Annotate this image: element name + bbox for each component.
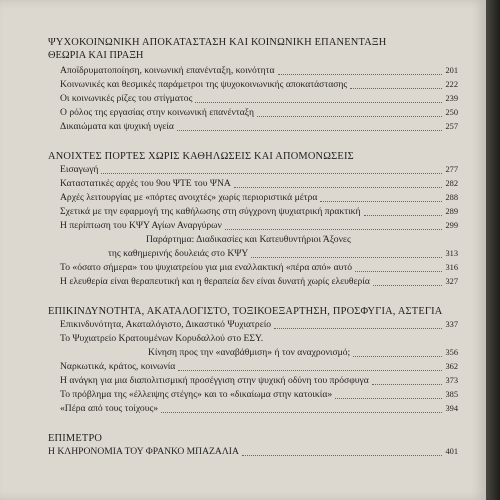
dot-leader: [177, 130, 443, 131]
toc-entry: [48, 205, 458, 219]
page-number: 362: [445, 362, 458, 371]
dot-leader: [278, 74, 443, 75]
toc-entry-first-line: [48, 233, 458, 247]
entry-title: Η ελευθερία είναι θεραπευτική και η θεραπεία δεν είναι δυνατή χωρίς ελευθερία: [60, 276, 370, 287]
page-number: 327: [445, 277, 458, 286]
page-number: 222: [445, 80, 458, 89]
toc-entry: [48, 163, 458, 177]
toc-entry: [48, 177, 458, 191]
entry-title: Το Ψυχιατρείο Κρατουμένων Κορυδαλλού στο ΕΣΥ.: [60, 333, 264, 344]
toc-section: [48, 36, 458, 134]
entry-title: Οι κοινωνικές ρίζες του στίγματος: [60, 93, 193, 104]
page-number: 239: [445, 94, 458, 103]
toc-entry: [48, 318, 458, 332]
entry-title: Το πρόβλημα της «έλλειψης στέγης» και το «δικαίωμα στην κατοικία»: [60, 389, 333, 400]
toc-entry: [48, 275, 458, 289]
entry-title: Το «όσατο σήμερα» του ψυχιατρείου για μια εναλλακτική «πέρα από» αυτό: [60, 262, 353, 273]
entry-title: Καταστατικές αρχές του 9ου ΨΤΕ του ΨΝΑ: [60, 178, 231, 189]
section-title: ΕΠΙΚΙΝΔΥΝΟΤΗΤΑ, ΑΚΑΤΑΛΟΓΙΣΤΟ, ΤΟΞΙΚΟΕΞΑΡΤΗΣΗ, ΠΡΟΣΦΥΓΙΑ, ΑΣΤΕΓΙΑ: [48, 306, 443, 317]
entry-title: Αρχές λειτουργίας με «πόρτες ανοιχτές» χωρίς περιοριστικά μέτρα: [60, 192, 318, 203]
entry-title: Η ΚΛΗΡΟΝΟΜΙΑ ΤΟΥ ΦΡΑΝΚΟ ΜΠΑΖΑΛΙΑ: [48, 446, 239, 457]
page-number: 289: [445, 207, 458, 216]
dot-leader: [161, 412, 442, 413]
entry-title: Ο ρόλος της εργασίας στην κοινωνική επανένταξη: [60, 107, 255, 118]
page-edge: [486, 0, 500, 500]
page-number: 299: [445, 221, 458, 230]
toc-entry: [48, 445, 458, 459]
dot-leader: [373, 285, 442, 286]
page-number: 356: [445, 348, 458, 357]
dot-leader: [178, 370, 442, 371]
dot-leader: [350, 88, 442, 89]
dot-leader: [335, 398, 442, 399]
toc-entry: [48, 106, 458, 120]
entry-title: Η περίπτωση του ΚΨΥ Αγίων Αναργύρων: [60, 220, 222, 231]
entry-title: Η ανάγκη για μια διαπολιτισμική προσέγγιση στην ψυχική οδύνη του πρόσφυγα: [60, 375, 369, 386]
entry-title: Σχετικά με την εφαρμογή της καθήλωσης στη σύγχρονη ψυχιατρική πρακτική: [60, 206, 361, 217]
toc-section: [48, 305, 458, 416]
entry-title: της καθημερινής δουλειάς στο ΚΨΥ: [108, 248, 249, 259]
toc-entry-first-line: [48, 332, 458, 346]
dot-leader: [242, 455, 443, 456]
dot-leader: [234, 187, 443, 188]
toc-section: [48, 432, 458, 459]
page-number: 250: [445, 108, 458, 117]
toc-entry: [48, 346, 458, 360]
section-title: ΕΠΙΜΕΤΡΟ: [48, 433, 103, 444]
toc-entry: [48, 374, 458, 388]
entry-title: Παράρτημα: Διαδικασίες και Κατευθυντήριοι Άξονες: [146, 234, 351, 245]
entry-title: «Πέρα από τους τοίχους»: [60, 403, 159, 414]
entry-title: Δικαιώματα και ψυχική υγεία: [60, 121, 174, 132]
entry-title: Κίνηση προς την «αναβάθμιση» ή τον αναχρονισμό;: [148, 347, 351, 358]
page-number: 337: [445, 320, 458, 329]
page-number: 385: [445, 390, 458, 399]
dot-leader: [251, 257, 442, 258]
toc-entry: [48, 261, 458, 275]
toc-entry: [48, 78, 458, 92]
entry-title: Ναρκωτικά, κράτος, κοινωνία: [60, 361, 176, 372]
dot-leader: [353, 356, 442, 357]
toc-entry: [48, 402, 458, 416]
dot-leader: [364, 215, 443, 216]
entry-title: Κοινωνικές και θεσμικές παράμετροι της ψυχοκοινωνικής αποκατάστασης: [60, 79, 348, 90]
section-subtitle: ΘΕΩΡΙΑ ΚΑΙ ΠΡΑΞΗ: [48, 50, 144, 61]
dot-leader: [225, 229, 443, 230]
toc-entry: [48, 64, 458, 78]
dot-leader: [257, 116, 442, 117]
toc-entry: [48, 388, 458, 402]
page-number: 401: [445, 447, 458, 456]
dot-leader: [372, 384, 443, 385]
entry-title: Αποϊδρυματοποίηση, κοινωνική επανένταξη, κοινότητα: [60, 65, 275, 76]
page-number: 201: [445, 66, 458, 75]
page-number: 288: [445, 193, 458, 202]
entry-title: Εισαγωγή: [60, 164, 99, 175]
dot-leader: [355, 271, 442, 272]
table-of-contents: [48, 36, 458, 475]
section-title: ΨΥΧΟΚΟΙΝΩΝΙΚΗ ΑΠΟΚΑΤΑΣΤΑΣΗ ΚΑΙ ΚΟΙΝΩΝΙΚΗ ΕΠΑΝΕΝΤΑΞΗ: [48, 37, 387, 48]
page-number: 282: [445, 179, 458, 188]
dot-leader: [195, 102, 442, 103]
toc-entry: [48, 360, 458, 374]
page-number: 313: [445, 249, 458, 258]
page-number: 257: [445, 122, 458, 131]
toc-section: [48, 150, 458, 289]
toc-entry: [48, 92, 458, 106]
toc-entry: [48, 191, 458, 205]
section-title: ΑΝΟΙΧΤΕΣ ΠΟΡΤΕΣ ΧΩΡΙΣ ΚΑΘΗΛΩΣΕΙΣ ΚΑΙ ΑΠΟΜΟΝΩΣΕΙΣ: [48, 151, 354, 162]
dot-leader: [320, 201, 442, 202]
dot-leader: [274, 328, 442, 329]
dot-leader: [101, 173, 442, 174]
toc-entry: [48, 247, 458, 261]
page-number: 373: [445, 376, 458, 385]
entry-title: Επικινδυνότητα, Ακαταλόγιστο, Δικαστικό Ψυχιατρείο: [60, 319, 272, 330]
page-number: 316: [445, 263, 458, 272]
toc-entry: [48, 219, 458, 233]
page-number: 394: [445, 404, 458, 413]
toc-entry: [48, 120, 458, 134]
page-number: 277: [445, 165, 458, 174]
